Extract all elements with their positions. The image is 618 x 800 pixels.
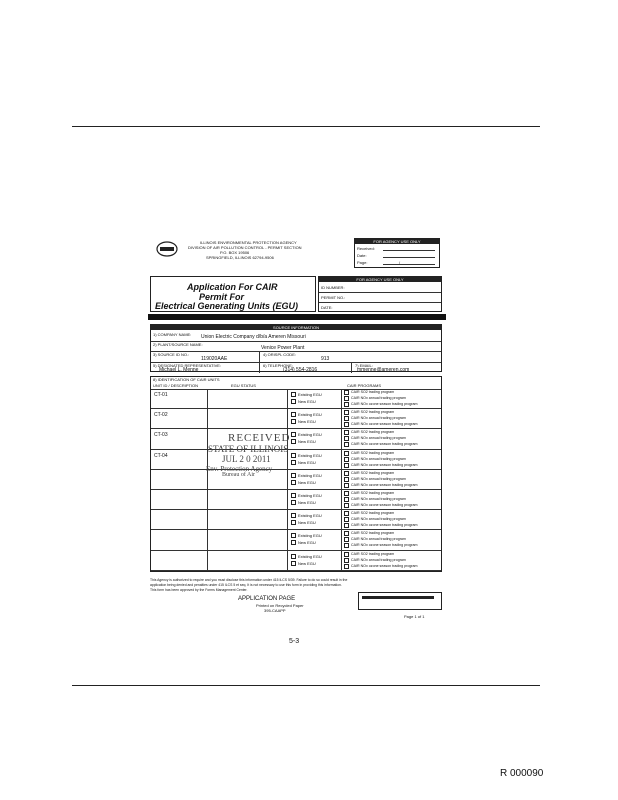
egu-status-label: Existing EGU: [298, 432, 322, 438]
cair-program-label: CAIR NOx ozone season trading program: [351, 442, 418, 447]
agency-line-1: ILLINOIS ENVIRONMENTAL PROTECTION AGENCY: [200, 240, 297, 245]
cair-program-label: CAIR NOx annual trading program: [351, 537, 406, 542]
agency-use-page: Page:: [357, 260, 368, 265]
agency-use-page-value: /: [399, 260, 401, 265]
existing-egu-checkbox[interactable]: [291, 473, 296, 478]
cair-program-checkbox[interactable]: [344, 477, 349, 482]
egu-status-label: Existing EGU: [298, 412, 322, 418]
cair-program-checkbox[interactable]: [344, 491, 349, 496]
new-egu-checkbox[interactable]: [291, 399, 296, 404]
cair-program-checkbox[interactable]: [344, 402, 349, 407]
source-section: [150, 324, 442, 372]
col-programs-header: CAIR PROGRAMS: [347, 383, 382, 388]
unit-id: CT-02: [154, 412, 168, 419]
cair-program-checkbox[interactable]: [344, 497, 349, 502]
cair-program-label: CAIR NOx ozone season trading program: [351, 402, 418, 406]
cair-program-checkbox[interactable]: [344, 531, 349, 536]
agency-line-3: P.O. BOX 19506: [220, 250, 250, 255]
cair-program-label: CAIR NOx ozone season trading program: [351, 503, 418, 507]
cair-program-label: CAIR SO2 trading program: [351, 390, 395, 394]
cair-program-label: CAIR NOx annual trading program: [351, 557, 406, 562]
table-row: [151, 389, 441, 409]
egu-status-label: New EGU: [298, 540, 316, 546]
stamp-state: STATE OF ILLINOIS: [208, 444, 289, 454]
cair-program-label: CAIR SO2 trading program: [351, 531, 395, 536]
cair-program-checkbox[interactable]: [344, 543, 349, 548]
bates-number: R 000090: [500, 768, 544, 779]
phone-label: 6) TELEPHONE:: [263, 363, 293, 368]
new-egu-checkbox[interactable]: [291, 520, 296, 525]
egu-status-label: New EGU: [298, 419, 316, 425]
cair-program-label: CAIR NOx annual trading program: [351, 517, 406, 522]
cair-program-label: CAIR NOx annual trading program: [351, 497, 406, 501]
table-row: [151, 551, 441, 571]
agency-use-date: Date:: [357, 253, 367, 258]
table-row: [151, 429, 441, 449]
footnote-line-2: application being denied and penalties under 415 ILCS 5 et seq. It is not necessary to use this form in providing this information.: [150, 583, 342, 587]
col-unit-header: UNIT ID / DESCRIPTION: [153, 383, 199, 388]
rep-value: Michael L. Menne: [159, 367, 199, 373]
company-value: Union Electric Company d/b/a Ameren Missouri: [201, 334, 306, 340]
date-label: DATE:: [321, 305, 333, 310]
footnote-line-3: This form has been approved by the Forms Management Center.: [150, 588, 248, 592]
cair-program-label: CAIR NOx annual trading program: [351, 396, 406, 400]
table-row: [151, 409, 441, 429]
cair-program-label: CAIR SO2 trading program: [351, 470, 395, 475]
new-egu-checkbox[interactable]: [291, 480, 296, 485]
cair-program-checkbox[interactable]: [344, 463, 349, 468]
cair-program-checkbox[interactable]: [344, 503, 349, 508]
cair-program-checkbox[interactable]: [344, 523, 349, 528]
orispl-value: 913: [321, 356, 330, 362]
table-row: [151, 530, 441, 550]
agency-use-box: [354, 238, 440, 268]
agency-use-received: Received:: [357, 246, 375, 251]
egu-status-label: Existing EGU: [298, 452, 322, 458]
cair-program-checkbox[interactable]: [344, 422, 349, 427]
cair-program-label: CAIR NOx annual trading program: [351, 476, 406, 481]
page-of-label: Page 1 of 1: [404, 614, 425, 619]
cair-program-label: CAIR NOx ozone season trading program: [351, 543, 418, 548]
stamp-agency: Env. Protection Agency: [206, 465, 273, 473]
existing-egu-checkbox[interactable]: [291, 412, 296, 417]
section-bar: [148, 314, 446, 320]
cair-program-checkbox[interactable]: [344, 564, 349, 569]
id-fields-box: [318, 276, 442, 312]
cair-program-label: CAIR SO2 trading program: [351, 430, 395, 435]
agency-line-4: SPRINGFIELD, ILLINOIS 62794-9506: [206, 255, 274, 260]
doc-page-number: 5-3: [289, 638, 300, 645]
egu-status-label: New EGU: [298, 520, 316, 526]
cair-program-checkbox[interactable]: [344, 430, 349, 435]
existing-egu-checkbox[interactable]: [291, 493, 296, 498]
col-status-header: EGU STATUS: [231, 383, 256, 388]
egu-status-label: New EGU: [298, 439, 316, 445]
egu-status-label: Existing EGU: [298, 553, 322, 559]
cair-program-label: CAIR SO2 trading program: [351, 511, 395, 516]
egu-status-label: New EGU: [298, 500, 316, 505]
egu-status-label: New EGU: [298, 479, 316, 485]
cair-program-label: CAIR NOx ozone season trading program: [351, 482, 418, 487]
title-line-3: Electrical Generating Units (EGU): [155, 301, 299, 311]
cair-program-checkbox[interactable]: [344, 416, 349, 421]
new-egu-checkbox[interactable]: [291, 419, 296, 424]
cair-application-form: [148, 236, 446, 619]
rep-label: 5) DESIGNATED REPRESENTATIVE:: [153, 363, 222, 368]
unit-id: CT-03: [154, 432, 168, 439]
existing-egu-checkbox[interactable]: [291, 554, 296, 559]
source-id-value: 119020AAE: [201, 356, 228, 362]
existing-egu-checkbox[interactable]: [291, 533, 296, 538]
unit-id: CT-04: [154, 452, 168, 459]
new-egu-checkbox[interactable]: [291, 561, 296, 566]
cair-program-checkbox[interactable]: [344, 471, 349, 476]
cair-program-checkbox[interactable]: [344, 436, 349, 441]
cair-program-checkbox[interactable]: [344, 537, 349, 542]
footer-box: [358, 592, 442, 610]
cair-program-checkbox[interactable]: [344, 451, 349, 456]
new-egu-checkbox[interactable]: [291, 460, 296, 465]
cair-program-checkbox[interactable]: [344, 457, 349, 462]
cair-program-checkbox[interactable]: [344, 552, 349, 557]
table-row: [151, 470, 441, 490]
cair-program-label: CAIR SO2 trading program: [351, 410, 395, 415]
egu-status-label: Existing EGU: [298, 472, 322, 478]
units-header: 8) IDENTIFICATION OF CAIR UNITS: [153, 377, 220, 382]
egu-status-label: Existing EGU: [298, 493, 322, 498]
source-name-label: 2) PLANT/SOURCE NAME:: [153, 342, 203, 347]
egu-status-label: Existing EGU: [298, 533, 322, 539]
printed-on-label: Printed on Recycled Paper: [256, 603, 304, 608]
cair-program-label: CAIR NOx ozone season trading program: [351, 422, 418, 427]
new-egu-checkbox[interactable]: [291, 439, 296, 444]
id-fields-header: FOR AGENCY USE ONLY: [319, 277, 441, 282]
permit-no-label: PERMIT NO.:: [321, 295, 346, 300]
table-row: [151, 450, 441, 470]
email-label: 7) EMAIL:: [355, 363, 373, 368]
agency-use-title: FOR AGENCY USE ONLY: [355, 239, 439, 244]
cair-program-label: CAIR NOx annual trading program: [351, 436, 406, 441]
bottom-rule: [72, 685, 540, 686]
application-page-label: APPLICATION PAGE: [238, 596, 296, 602]
egu-status-label: New EGU: [298, 560, 316, 566]
agency-line-2: DIVISION OF AIR POLLUTION CONTROL - PERMIT SECTION: [188, 245, 302, 250]
cair-program-checkbox[interactable]: [344, 396, 349, 401]
table-row: [151, 490, 441, 510]
cair-program-label: CAIR SO2 trading program: [351, 491, 395, 495]
orispl-label: 4) ORISPL CODE:: [263, 352, 296, 357]
new-egu-checkbox[interactable]: [291, 540, 296, 545]
form-number: 395-CAAPP: [264, 608, 286, 613]
existing-egu-checkbox[interactable]: [291, 392, 296, 397]
email-value: mmenne@ameren.com: [357, 367, 410, 373]
egu-status-label: New EGU: [298, 459, 316, 465]
cair-program-label: CAIR SO2 trading program: [351, 450, 395, 455]
source-header: SOURCE INFORMATION: [151, 325, 441, 330]
source-name-value: Venice Power Plant: [261, 345, 305, 351]
cair-program-label: CAIR NOx ozone season trading program: [351, 563, 418, 568]
existing-egu-checkbox[interactable]: [291, 513, 296, 518]
units-table: [150, 376, 442, 572]
cair-program-label: CAIR SO2 trading program: [351, 551, 395, 556]
existing-egu-checkbox[interactable]: [291, 453, 296, 458]
cair-program-label: CAIR NOx ozone season trading program: [351, 523, 418, 528]
phone-value: (314) 554-2816: [283, 367, 318, 373]
cair-program-checkbox[interactable]: [344, 410, 349, 415]
table-row: [151, 510, 441, 530]
egu-status-label: Existing EGU: [298, 513, 322, 519]
title-line-2: Permit For: [199, 292, 245, 302]
cair-program-checkbox[interactable]: [344, 483, 349, 488]
id-number-label: ID NUMBER:: [321, 285, 345, 290]
company-label: 1) COMPANY NAME:: [153, 332, 192, 337]
cair-program-label: CAIR NOx annual trading program: [351, 416, 406, 421]
cair-program-checkbox[interactable]: [344, 558, 349, 563]
cair-program-checkbox[interactable]: [344, 517, 349, 522]
existing-egu-checkbox[interactable]: [291, 432, 296, 437]
title-box: [150, 276, 316, 312]
stamp-bureau: Bureau of Air: [222, 472, 255, 478]
title-line-1: Application For CAIR: [187, 282, 278, 292]
egu-status-label: New EGU: [298, 399, 316, 404]
stamp-received: RECEIVED: [228, 432, 291, 444]
new-egu-checkbox[interactable]: [291, 500, 296, 505]
source-id-label: 3) SOURCE ID NO.:: [153, 352, 190, 357]
unit-id: CT-01: [154, 392, 168, 398]
agency-logo: [156, 241, 178, 257]
stamp-date: JUL 2 0 2011: [222, 454, 271, 464]
cair-program-checkbox[interactable]: [344, 390, 349, 395]
cair-program-checkbox[interactable]: [344, 511, 349, 516]
cair-program-checkbox[interactable]: [344, 442, 349, 447]
cair-program-label: CAIR NOx ozone season trading program: [351, 462, 418, 467]
footnote-line-1: This Agency is authorized to require and you must disclose this information under 415 ILCS 5/39. Failure to do so could result in the: [150, 578, 348, 582]
egu-status-label: Existing EGU: [298, 392, 322, 397]
top-rule: [72, 126, 540, 127]
cair-program-label: CAIR NOx annual trading program: [351, 456, 406, 461]
